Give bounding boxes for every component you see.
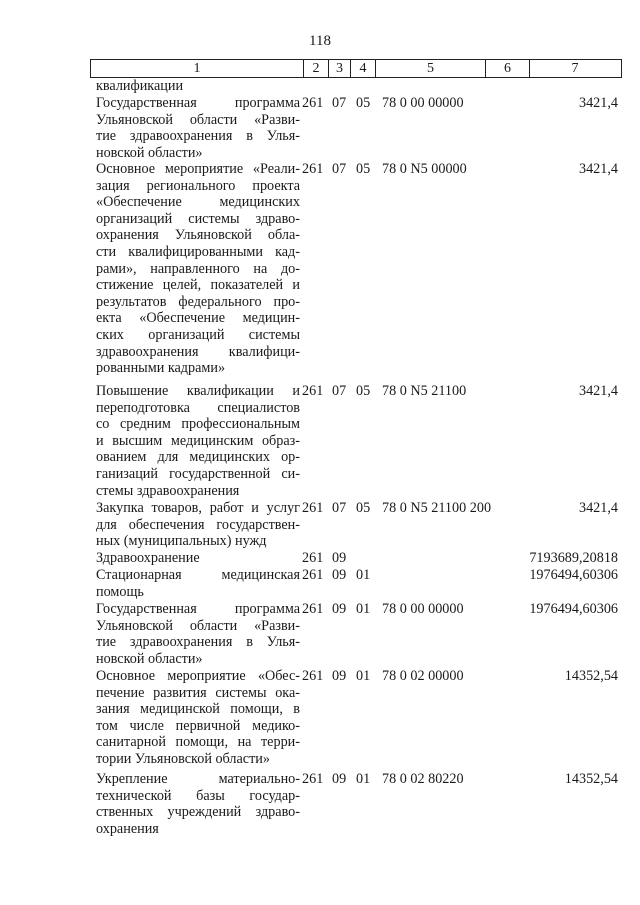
cell-razdel: 07 [332, 161, 347, 177]
row-name-line: новской области» [96, 144, 203, 161]
row-name [96, 95, 300, 161]
row-name-line: «Обеспечение медицинских [96, 194, 300, 211]
cell-amount: 1976494,60306 [529, 567, 618, 583]
cell-rz: 261 [302, 668, 324, 684]
cell-podrazdel: 05 [356, 161, 371, 177]
cell-csr: 78 0 02 80220 [382, 771, 464, 787]
row-name-line: ганизаций государственной си- [96, 465, 300, 482]
cell-razdel: 07 [332, 500, 347, 516]
row-name-line: Повышение квалификации и [96, 383, 300, 399]
row-name-line: переподготовка специалистов [96, 399, 300, 416]
row-name-line: ственных учреждений здраво- [96, 804, 300, 821]
row-name-line: зация регионального проекта [96, 177, 300, 194]
row-name [96, 601, 300, 667]
row-name-line: здравоохранения квалифици- [96, 343, 300, 360]
cell-csr: 78 0 02 00000 [382, 668, 464, 684]
cell-rz: 261 [302, 500, 324, 516]
cell-amount: 14352,54 [564, 668, 618, 684]
row-name-line: технической базы государ- [96, 787, 300, 804]
cell-csr: 78 0 N5 00000 [382, 161, 467, 177]
row-name-line: тие здравоохранения в Улья- [96, 634, 300, 651]
row-name-line: стемы здравоохранения [96, 482, 240, 499]
cell-razdel: 07 [332, 383, 347, 399]
header-col-6: 6 [504, 61, 511, 76]
row-name [96, 500, 300, 550]
row-name-line: рами», направленного на до- [96, 260, 300, 277]
row-name [96, 567, 300, 600]
cell-podrazdel: 01 [356, 601, 371, 617]
row-name-line: Основное мероприятие «Реали- [96, 161, 300, 177]
cell-amount: 3421,4 [578, 383, 618, 399]
cell-amount: 14352,54 [564, 771, 618, 787]
cell-amount: 3421,4 [578, 500, 618, 516]
row-name [96, 161, 300, 377]
cell-rz: 261 [302, 161, 324, 177]
cell-amount: 3421,4 [578, 95, 618, 111]
cell-rz: 261 [302, 567, 324, 583]
row-name-line: ованием для медицинских ор- [96, 449, 300, 466]
cell-rz: 261 [302, 550, 324, 566]
cell-razdel: 09 [332, 668, 347, 684]
cell-podrazdel: 05 [356, 500, 371, 516]
row-name [96, 550, 300, 567]
row-name-line: Ульяновской области «Разви- [96, 111, 300, 128]
row-name-line: сти квалифицированными кад- [96, 243, 300, 260]
row-name [96, 78, 300, 95]
cell-csr: 78 0 00 00000 [382, 601, 464, 617]
header-col-4: 4 [359, 61, 367, 76]
row-name-line: для обеспечения государствен- [96, 516, 300, 533]
header-col-7: 7 [571, 61, 579, 76]
header-col-2: 2 [312, 61, 320, 76]
cell-razdel: 09 [332, 550, 347, 566]
row-name-line: Ульяновской области «Разви- [96, 617, 300, 634]
row-name [96, 668, 300, 768]
row-name-line: квалификации [96, 78, 184, 94]
row-name-line: Государственная программа [96, 601, 300, 617]
cell-podrazdel: 01 [356, 668, 371, 684]
row-name-line: результатов федерального про- [96, 293, 300, 310]
cell-amount: 7193689,20818 [529, 550, 618, 566]
row-name-line: том числе первичной медико- [96, 717, 300, 734]
page-number: 118 [309, 33, 331, 49]
row-name-line: печение развития системы ока- [96, 684, 300, 701]
row-name-line: тории Ульяновской области» [96, 750, 270, 767]
table-header [90, 59, 622, 78]
row-name-line: ных (муниципальных) нужд [96, 533, 267, 550]
row-name-line: зания медицинской помощи, в [96, 701, 300, 718]
cell-amount: 1976494,60306 [529, 601, 618, 617]
row-name-line: со средним профессиональным [96, 416, 300, 433]
cell-amount: 3421,4 [578, 161, 618, 177]
cell-razdel: 09 [332, 771, 347, 787]
row-name-line: помощь [96, 583, 144, 600]
row-name-line: стижение целей, показателей и [96, 277, 300, 294]
cell-rz: 261 [302, 771, 324, 787]
cell-rz: 261 [302, 383, 324, 399]
cell-razdel: 09 [332, 567, 347, 583]
row-name-line: новской области» [96, 650, 203, 667]
row-name-line: Укрепление материально- [96, 771, 300, 787]
row-name [96, 383, 300, 499]
row-name-line: Здравоохранение [96, 550, 200, 566]
cell-razdel: 07 [332, 95, 347, 111]
header-col-5: 5 [427, 61, 434, 76]
cell-csr: 78 0 N5 21100 [382, 383, 467, 399]
cell-razdel: 09 [332, 601, 347, 617]
row-name [96, 771, 300, 837]
cell-podrazdel: 01 [356, 771, 371, 787]
row-name-line: охранения Ульяновской обла- [96, 227, 300, 244]
cell-csr: 78 0 N5 21100 200 [382, 500, 492, 516]
cell-podrazdel: 05 [356, 95, 371, 111]
row-name-line: Основное мероприятие «Обес- [96, 668, 300, 684]
cell-rz: 261 [302, 95, 324, 111]
cell-rz: 261 [302, 601, 324, 617]
row-name-line: организаций системы здраво- [96, 210, 300, 227]
row-name-line: тие здравоохранения в Улья- [96, 128, 300, 145]
row-name-line: и высшим медицинским образ- [96, 432, 300, 449]
row-name-line: охранения [96, 820, 159, 837]
row-name-line: рованными кадрами» [96, 360, 226, 377]
row-name-line: екта «Обеспечение медицин- [96, 310, 300, 327]
header-col-3: 3 [336, 61, 343, 76]
row-name-line: Стационарная медицинская [96, 567, 300, 583]
row-name-line: Закупка товаров, работ и услуг [96, 500, 300, 516]
row-name-line: Государственная программа [96, 95, 300, 111]
row-name-line: ских организаций системы [96, 326, 300, 343]
cell-csr: 78 0 00 00000 [382, 95, 464, 111]
header-col-1: 1 [193, 61, 201, 76]
cell-podrazdel: 05 [356, 383, 371, 399]
row-name-line: санитарной помощи, на терри- [96, 734, 300, 751]
cell-podrazdel: 01 [356, 567, 371, 583]
